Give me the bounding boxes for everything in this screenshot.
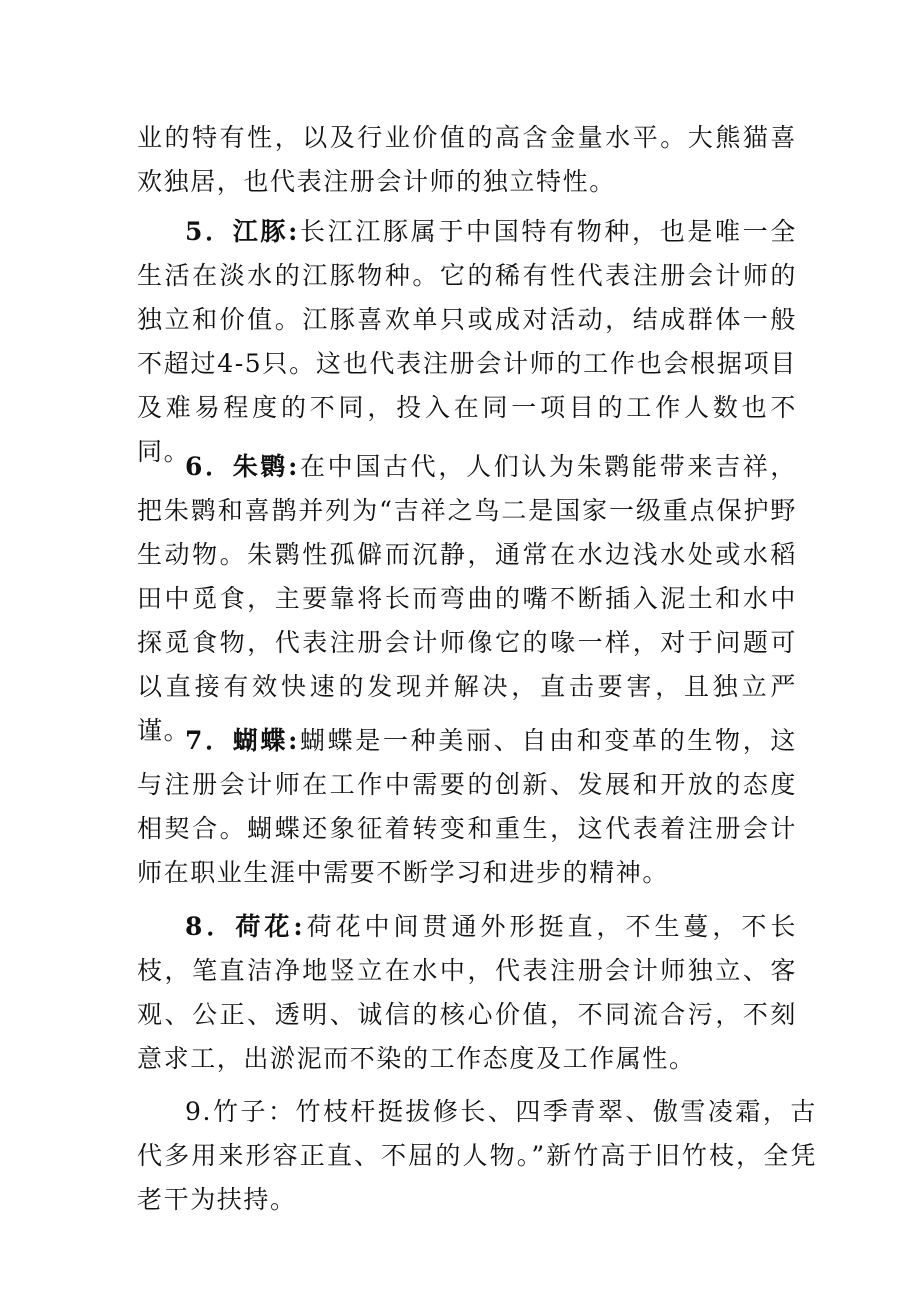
paragraph-text: 蝴蝶是一种美丽、自由和变革的生物，这与注册会计师在工作中需要的创新、发展和开放的态度相契合。蝴蝶还象征着转变和重生，这代表着注册会计师在职业生涯中需要不断学习和进步的精神。 — [137, 726, 798, 887]
paragraph-bamboo — [137, 1090, 817, 1222]
paragraph-text: 9.竹子：竹枝杆挺拔修长、四季青翠、傲雪凌霜，古代多用来形容正直、不屈的人物。”新竹高于旧竹枝，全凭老干为扶持。 — [137, 1097, 817, 1214]
paragraph-heading: 6．朱鹮: — [185, 452, 299, 481]
paragraph-heading: 5．江豚: — [185, 217, 299, 246]
paragraph-text: 在中国古代，人们认为朱鹮能带来吉祥，把朱鹮和喜鹊并列为“吉祥之鸟二是国家一级重点保护野生动物。朱鹮性孤僻而沉静，通常在水边浅水处或水稻田中觅食，主要靠将长而弯曲的嘴不断插入泥土和水中探觅食物，代表注册会计师像它的喙一样，对于问题可以直接有效快速的发现并解决，直击要害，且独立严谨。 — [137, 452, 798, 745]
paragraph-text: 长江江豚属于中国特有物种，也是唯一全生活在淡水的江豚物种。它的稀有性代表注册会计师的独立和价值。江豚喜欢单只或成对活动，结成群体一般不超过4-5只。这也代表注册会计师的工作也会根据项目及难易程度的不同，投入在同一项目的工作人数也不同。 — [137, 217, 798, 466]
paragraph-text: 荷花中间贯通外形挺直，不生蔓，不长枝，笔直洁净地竖立在水中，代表注册会计师独立、客观、公正、透明、诚信的核心价值，不同流合污，不刻意求工，出淤泥而不染的工作态度及工作属性。 — [137, 912, 798, 1073]
paragraph-heading: 8．荷花: — [185, 912, 305, 941]
paragraph-finless-porpoise — [137, 210, 797, 474]
paragraph-butterfly — [137, 719, 797, 895]
paragraph-text: 业的特有性，以及行业价值的高含金量水平。大熊猫喜欢独居，也代表注册会计师的独立特性。 — [137, 123, 797, 196]
paragraph-panda-continuation — [137, 116, 797, 204]
paragraph-lotus — [137, 905, 797, 1081]
paragraph-heading: 7．蝴蝶: — [185, 726, 299, 755]
paragraph-crested-ibis — [137, 445, 797, 753]
